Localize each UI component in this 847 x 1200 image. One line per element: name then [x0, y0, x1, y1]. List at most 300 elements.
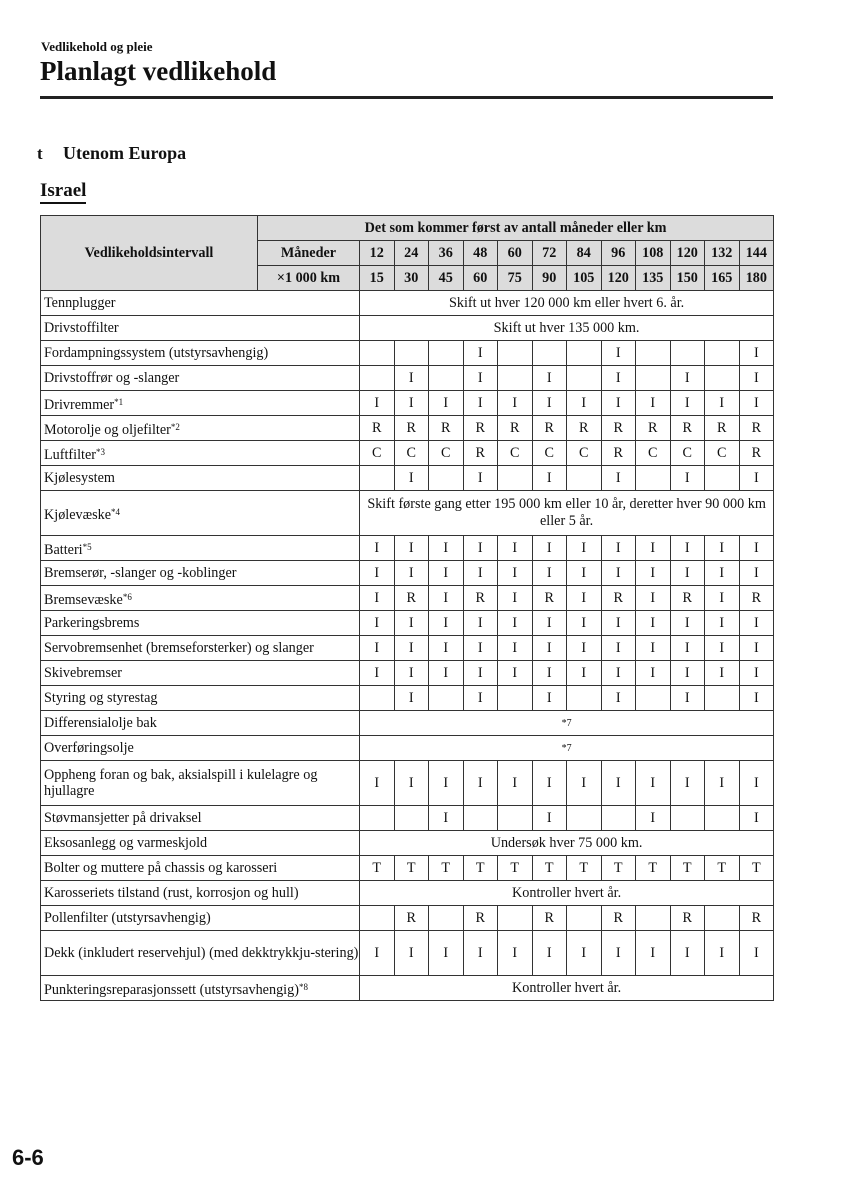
value-cell: I: [463, 931, 498, 976]
value-cell: [429, 906, 464, 931]
value-cell: I: [532, 761, 567, 806]
value-cell: I: [670, 536, 705, 561]
row-label-text: Tennplugger: [44, 295, 116, 311]
row-label: [41, 441, 360, 466]
value-cell: C: [670, 441, 705, 466]
value-cell: I: [601, 536, 636, 561]
month-header-cell: 12: [360, 241, 395, 266]
value-cell: T: [670, 856, 705, 881]
value-cell: I: [601, 761, 636, 806]
value-cell: I: [567, 761, 602, 806]
row-label: [41, 586, 360, 611]
row-label: [41, 686, 360, 711]
value-cell: I: [739, 341, 774, 366]
value-cell: [567, 806, 602, 831]
value-cell: T: [567, 856, 602, 881]
value-cell: I: [429, 561, 464, 586]
row-label-text: Styring og styrestag: [44, 690, 158, 706]
row-label-text: Batteri: [44, 541, 83, 558]
value-cell: T: [429, 856, 464, 881]
row-label-text: Dekk (inkludert reservehjul) (med dekktrykkju-stering): [44, 945, 359, 961]
month-header-cell: 96: [601, 241, 636, 266]
row-label: [41, 931, 360, 976]
months-label: Måneder: [258, 241, 360, 266]
km-header-cell: 30: [394, 266, 429, 291]
value-cell: I: [705, 536, 740, 561]
region-label: Utenom Europa: [63, 143, 187, 163]
value-cell: R: [394, 906, 429, 931]
value-cell: I: [670, 611, 705, 636]
month-header-cell: 48: [463, 241, 498, 266]
row-label: [41, 636, 360, 661]
value-cell: [429, 341, 464, 366]
value-cell: [567, 341, 602, 366]
value-cell: I: [360, 636, 395, 661]
value-cell: I: [394, 366, 429, 391]
value-cell: I: [636, 636, 671, 661]
value-cell: I: [498, 536, 533, 561]
value-cell: T: [360, 856, 395, 881]
value-cell: [498, 686, 533, 711]
value-cell: I: [670, 636, 705, 661]
km-header-cell: 135: [636, 266, 671, 291]
value-cell: R: [429, 416, 464, 441]
value-cell: I: [739, 366, 774, 391]
value-cell: R: [601, 906, 636, 931]
value-cell: [705, 906, 740, 931]
value-cell: I: [601, 561, 636, 586]
table-row: [41, 906, 774, 931]
value-cell: R: [498, 416, 533, 441]
value-cell: I: [532, 611, 567, 636]
value-cell: I: [567, 391, 602, 416]
row-label-text: Pollenfilter (utstyrsavhengig): [44, 910, 211, 926]
span-header: Det som kommer først av antall måneder eller km: [258, 216, 774, 241]
value-cell: I: [394, 391, 429, 416]
value-cell: R: [360, 416, 395, 441]
value-cell: R: [394, 416, 429, 441]
value-cell: I: [532, 661, 567, 686]
value-cell: I: [463, 466, 498, 491]
value-cell: T: [705, 856, 740, 881]
row-label: [41, 341, 360, 366]
value-cell: I: [739, 686, 774, 711]
value-cell: I: [636, 761, 671, 806]
row-span-cell: *7: [360, 711, 774, 736]
value-cell: I: [601, 366, 636, 391]
value-cell: I: [567, 586, 602, 611]
value-cell: R: [670, 586, 705, 611]
value-cell: I: [636, 586, 671, 611]
value-cell: I: [705, 761, 740, 806]
maintenance-table: [40, 215, 774, 1001]
value-cell: I: [601, 466, 636, 491]
row-label-text: Differensialolje bak: [44, 715, 157, 731]
table-row: [41, 561, 774, 586]
value-cell: C: [636, 441, 671, 466]
row-label-text: Eksosanlegg og varmeskjold: [44, 835, 208, 851]
value-cell: I: [498, 636, 533, 661]
value-cell: I: [601, 611, 636, 636]
table-row: [41, 856, 774, 881]
value-cell: C: [498, 441, 533, 466]
value-cell: I: [463, 661, 498, 686]
value-cell: I: [498, 611, 533, 636]
row-span-cell: Kontroller hvert år.: [360, 881, 774, 906]
row-label: [41, 831, 360, 856]
value-cell: [394, 341, 429, 366]
row-label: [41, 611, 360, 636]
value-cell: I: [670, 761, 705, 806]
row-label: [41, 291, 360, 316]
value-cell: I: [532, 636, 567, 661]
row-label: [41, 416, 360, 441]
row-label-text: Oppheng foran og bak, aksialspill i kulelagre og hjullagre: [44, 767, 318, 799]
value-cell: [429, 466, 464, 491]
month-header-cell: 60: [498, 241, 533, 266]
table-row: [41, 416, 774, 441]
value-cell: T: [532, 856, 567, 881]
row-label-text: Servobremsenhet (bremseforsterker) og slanger: [44, 640, 314, 656]
value-cell: R: [636, 416, 671, 441]
value-cell: I: [601, 636, 636, 661]
value-cell: I: [429, 806, 464, 831]
value-cell: I: [705, 931, 740, 976]
value-cell: [360, 366, 395, 391]
row-label-text: Fordampningssystem (utstyrsavhengig): [44, 345, 269, 361]
value-cell: R: [670, 416, 705, 441]
value-cell: I: [498, 931, 533, 976]
value-cell: I: [705, 586, 740, 611]
value-cell: I: [670, 366, 705, 391]
value-cell: I: [532, 391, 567, 416]
month-header-cell: 132: [705, 241, 740, 266]
value-cell: I: [463, 391, 498, 416]
header-row-span: [41, 216, 774, 241]
row-label-text: Drivremmer: [44, 396, 115, 413]
value-cell: I: [360, 391, 395, 416]
value-cell: I: [636, 931, 671, 976]
value-cell: I: [532, 466, 567, 491]
value-cell: I: [670, 561, 705, 586]
row-label: [41, 881, 360, 906]
value-cell: [360, 906, 395, 931]
value-cell: C: [394, 441, 429, 466]
value-cell: R: [532, 586, 567, 611]
value-cell: [360, 466, 395, 491]
value-cell: I: [636, 536, 671, 561]
value-cell: I: [532, 686, 567, 711]
month-header-cell: 36: [429, 241, 464, 266]
value-cell: [394, 806, 429, 831]
table-row: [41, 661, 774, 686]
value-cell: R: [463, 441, 498, 466]
value-cell: I: [705, 636, 740, 661]
value-cell: [463, 806, 498, 831]
value-cell: I: [601, 391, 636, 416]
value-cell: I: [463, 561, 498, 586]
value-cell: [360, 686, 395, 711]
value-cell: I: [394, 761, 429, 806]
page-number: 6-6: [12, 1145, 44, 1170]
value-cell: I: [601, 341, 636, 366]
value-cell: I: [567, 636, 602, 661]
table-row: [41, 586, 774, 611]
table-row: [41, 881, 774, 906]
table-row: [41, 736, 774, 761]
value-cell: I: [601, 931, 636, 976]
value-cell: I: [739, 391, 774, 416]
value-cell: [429, 366, 464, 391]
value-cell: I: [739, 561, 774, 586]
value-cell: [670, 806, 705, 831]
table-row: [41, 931, 774, 976]
table-body: [41, 291, 774, 1001]
value-cell: I: [429, 536, 464, 561]
value-cell: [601, 806, 636, 831]
table-row: [41, 976, 774, 1001]
value-cell: [636, 341, 671, 366]
row-label-text: Bremserør, -slanger og -koblinger: [44, 565, 237, 581]
value-cell: I: [739, 636, 774, 661]
value-cell: T: [636, 856, 671, 881]
table-row: [41, 341, 774, 366]
value-cell: [636, 906, 671, 931]
value-cell: T: [739, 856, 774, 881]
value-cell: I: [739, 761, 774, 806]
value-cell: I: [463, 366, 498, 391]
value-cell: C: [567, 441, 602, 466]
value-cell: I: [429, 391, 464, 416]
row-label: [41, 491, 360, 536]
row-label-text: Drivstoffilter: [44, 320, 119, 336]
value-cell: [498, 806, 533, 831]
value-cell: R: [463, 586, 498, 611]
value-cell: I: [636, 611, 671, 636]
row-label: [41, 711, 360, 736]
row-label-text: Luftfilter: [44, 446, 96, 463]
value-cell: I: [567, 536, 602, 561]
row-label: [41, 561, 360, 586]
value-cell: [498, 906, 533, 931]
month-header-cell: 84: [567, 241, 602, 266]
row-span-cell: Kontroller hvert år.: [360, 976, 774, 1001]
value-cell: I: [636, 806, 671, 831]
footnote-ref: *1: [114, 396, 124, 407]
value-cell: I: [394, 561, 429, 586]
table-row: [41, 441, 774, 466]
value-cell: I: [670, 686, 705, 711]
value-cell: T: [601, 856, 636, 881]
month-header-cell: 108: [636, 241, 671, 266]
value-cell: [532, 341, 567, 366]
value-cell: C: [429, 441, 464, 466]
value-cell: I: [394, 611, 429, 636]
value-cell: [636, 686, 671, 711]
value-cell: I: [739, 536, 774, 561]
row-label-text: Støvmansjetter på drivaksel: [44, 810, 202, 826]
value-cell: [705, 806, 740, 831]
value-cell: T: [463, 856, 498, 881]
value-cell: I: [601, 661, 636, 686]
row-label-text: Parkeringsbrems: [44, 615, 140, 631]
value-cell: I: [705, 611, 740, 636]
value-cell: [498, 466, 533, 491]
value-cell: R: [739, 441, 774, 466]
row-label-text: Punkteringsreparasjonssett (utstyrsavhengig): [44, 981, 299, 998]
value-cell: I: [429, 586, 464, 611]
km-header-cell: 60: [463, 266, 498, 291]
value-cell: [567, 906, 602, 931]
value-cell: I: [463, 341, 498, 366]
value-cell: I: [567, 561, 602, 586]
value-cell: I: [394, 661, 429, 686]
value-cell: I: [429, 931, 464, 976]
value-cell: I: [739, 466, 774, 491]
value-cell: [567, 366, 602, 391]
value-cell: I: [360, 931, 395, 976]
section-label: Vedlikehold og pleie: [41, 39, 153, 54]
km-header-cell: 120: [601, 266, 636, 291]
value-cell: R: [739, 586, 774, 611]
row-label: [41, 736, 360, 761]
table-row: [41, 711, 774, 736]
value-cell: R: [601, 586, 636, 611]
row-span-cell: *7: [360, 736, 774, 761]
value-cell: I: [498, 391, 533, 416]
value-cell: I: [705, 661, 740, 686]
value-cell: I: [705, 391, 740, 416]
value-cell: R: [463, 416, 498, 441]
value-cell: [705, 341, 740, 366]
value-cell: I: [567, 611, 602, 636]
value-cell: [360, 341, 395, 366]
row-label: [41, 856, 360, 881]
row-label: [41, 906, 360, 931]
km-header-cell: 45: [429, 266, 464, 291]
value-cell: [567, 466, 602, 491]
value-cell: I: [463, 636, 498, 661]
value-cell: I: [670, 466, 705, 491]
value-cell: T: [394, 856, 429, 881]
row-label: [41, 536, 360, 561]
value-cell: I: [739, 931, 774, 976]
country-heading: Israel: [40, 180, 86, 204]
footnote-ref: *4: [111, 506, 120, 517]
row-label: [41, 976, 360, 1001]
value-cell: I: [394, 636, 429, 661]
row-span-cell: Skift første gang etter 195 000 km eller 10 år, deretter hver 90 000 km eller 5 år.: [360, 491, 774, 536]
value-cell: I: [394, 466, 429, 491]
value-cell: I: [670, 391, 705, 416]
value-cell: R: [394, 586, 429, 611]
value-cell: I: [429, 636, 464, 661]
value-cell: R: [532, 906, 567, 931]
value-cell: [498, 341, 533, 366]
value-cell: I: [670, 661, 705, 686]
value-cell: I: [670, 931, 705, 976]
value-cell: [567, 686, 602, 711]
row-label: [41, 391, 360, 416]
value-cell: I: [636, 561, 671, 586]
km-header-cell: 150: [670, 266, 705, 291]
footnote-ref: *6: [122, 591, 132, 602]
interval-header: Vedlikeholdsintervall: [41, 216, 258, 291]
value-cell: C: [360, 441, 395, 466]
value-cell: I: [636, 661, 671, 686]
value-cell: R: [670, 906, 705, 931]
value-cell: T: [498, 856, 533, 881]
km-header-cell: 105: [567, 266, 602, 291]
km-header-cell: 15: [360, 266, 395, 291]
row-label: [41, 806, 360, 831]
row-label-text: Drivstoffrør og -slanger: [44, 370, 180, 386]
row-label-text: Kjølesystem: [44, 470, 115, 486]
month-header-cell: 120: [670, 241, 705, 266]
value-cell: I: [601, 686, 636, 711]
row-label-text: Karosseriets tilstand (rust, korrosjon og hull): [44, 885, 299, 901]
row-label-text: Bremsevæske: [44, 591, 123, 608]
value-cell: [429, 686, 464, 711]
value-cell: I: [567, 661, 602, 686]
value-cell: R: [567, 416, 602, 441]
value-cell: I: [429, 611, 464, 636]
value-cell: I: [360, 761, 395, 806]
table-row: [41, 831, 774, 856]
value-cell: I: [360, 561, 395, 586]
row-label-text: Overføringsolje: [44, 740, 134, 756]
table-row: [41, 366, 774, 391]
value-cell: I: [360, 586, 395, 611]
footnote-ref: *5: [82, 541, 92, 552]
row-label-text: Kjølevæske: [44, 506, 111, 523]
value-cell: [670, 341, 705, 366]
km-header-cell: 180: [739, 266, 774, 291]
km-label: ×1 000 km: [258, 266, 360, 291]
value-cell: [498, 366, 533, 391]
value-cell: I: [429, 661, 464, 686]
row-label: [41, 761, 360, 806]
value-cell: I: [498, 561, 533, 586]
table-row: [41, 806, 774, 831]
row-label-text: Bolter og muttere på chassis og karosseri: [44, 860, 278, 876]
table-row: [41, 686, 774, 711]
table-row: [41, 761, 774, 806]
value-cell: R: [705, 416, 740, 441]
table-row: [41, 291, 774, 316]
value-cell: R: [601, 441, 636, 466]
table-row: [41, 611, 774, 636]
row-span-cell: Skift ut hver 135 000 km.: [360, 316, 774, 341]
km-header-cell: 165: [705, 266, 740, 291]
value-cell: I: [394, 686, 429, 711]
row-label: [41, 466, 360, 491]
value-cell: [636, 366, 671, 391]
km-header-cell: 75: [498, 266, 533, 291]
footnote-ref: *3: [96, 446, 105, 457]
value-cell: [636, 466, 671, 491]
value-cell: I: [394, 931, 429, 976]
month-header-cell: 72: [532, 241, 567, 266]
value-cell: I: [498, 761, 533, 806]
row-label: [41, 316, 360, 341]
value-cell: R: [601, 416, 636, 441]
value-cell: [360, 806, 395, 831]
row-label: [41, 661, 360, 686]
value-cell: I: [360, 661, 395, 686]
value-cell: I: [532, 561, 567, 586]
table-header: [41, 216, 774, 291]
